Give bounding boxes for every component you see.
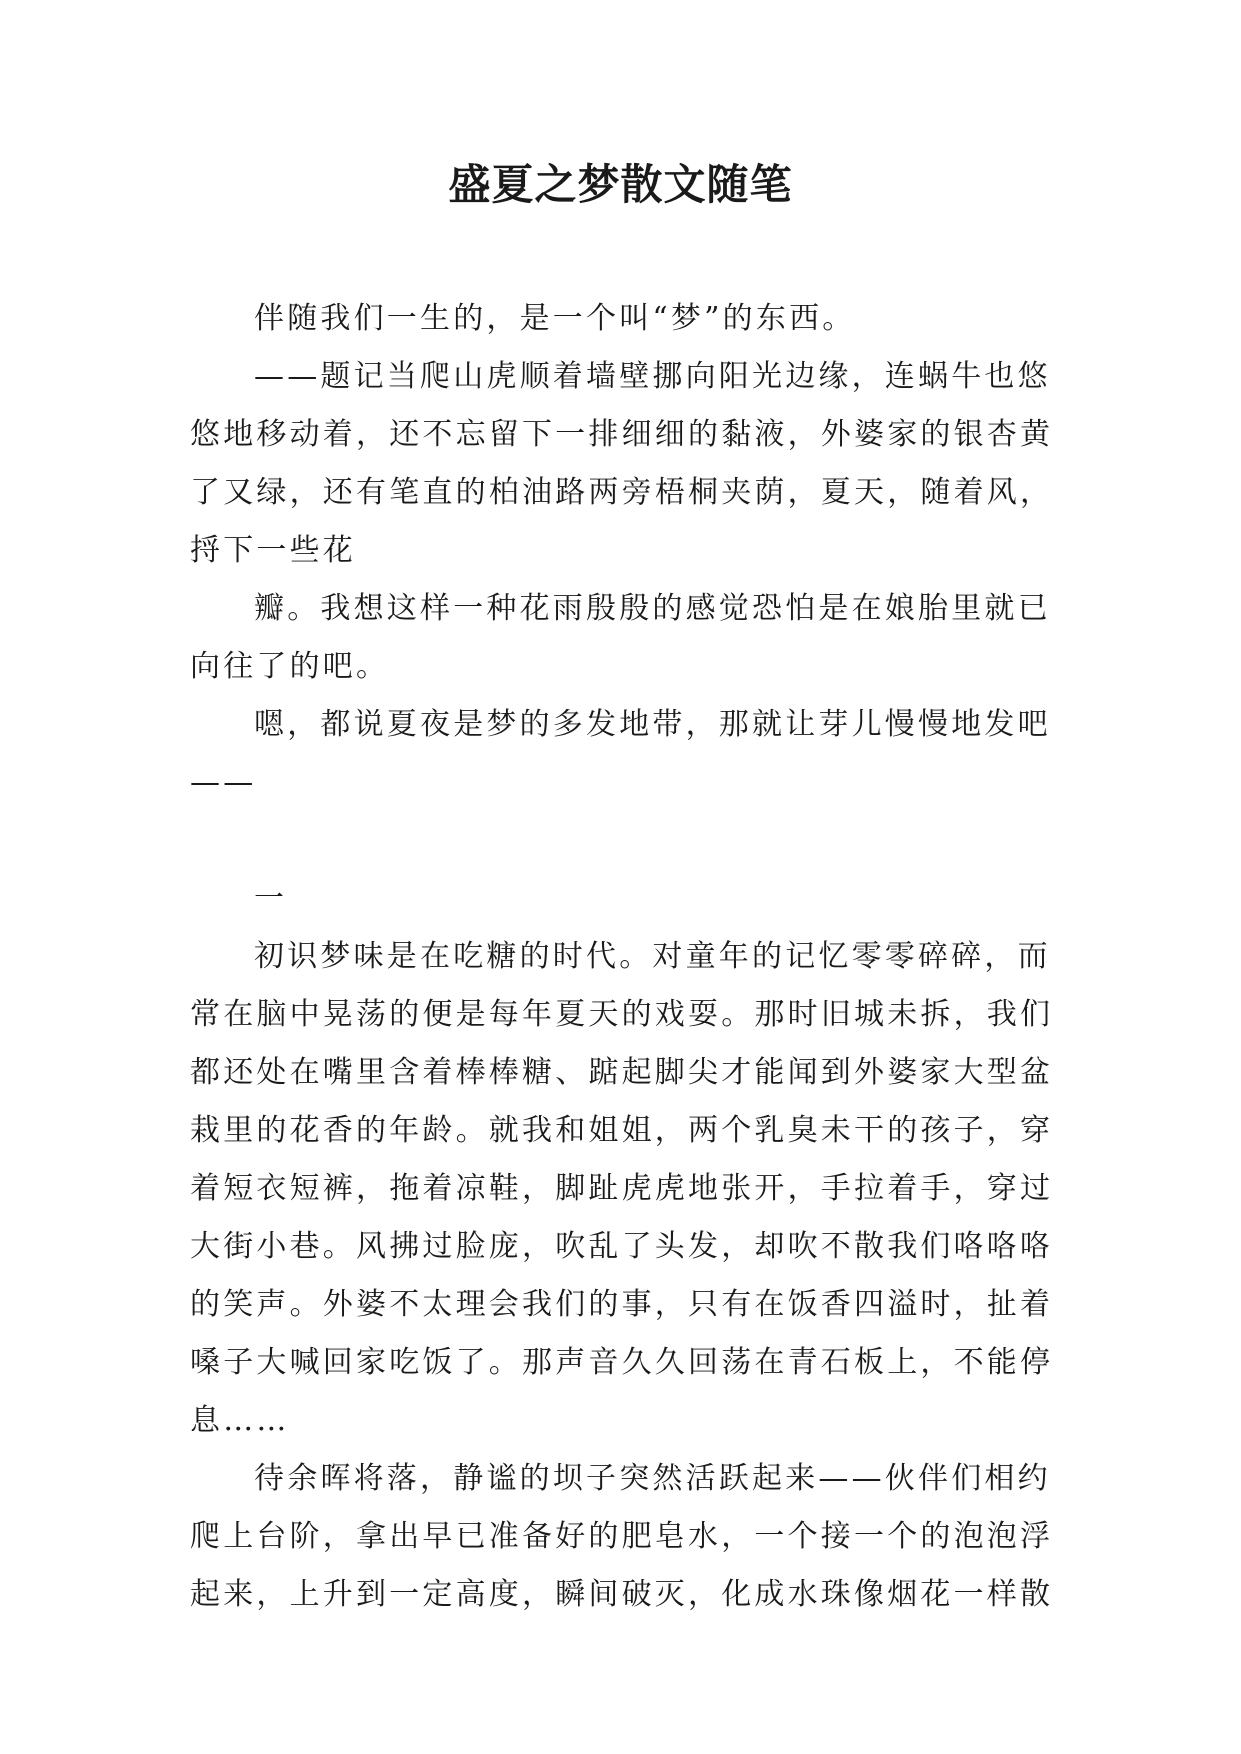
text-line: 向往了的吧。 xyxy=(190,649,390,684)
document-body xyxy=(190,290,1054,1624)
text-line: 待余晖将落，静谧的坝子突然活跃起来——伙伴们相约 xyxy=(254,1461,1051,1496)
text-line: 伴随我们一生的，是一个叫“梦”的东西。 xyxy=(254,301,856,336)
text-line: ——题记当爬山虎顺着墙壁挪向阳光边缘，连蜗牛也悠 xyxy=(254,359,1051,394)
text-line: 嗓子大喊回家吃饭了。那声音久久回荡在青石板上，不能停 xyxy=(190,1345,1054,1380)
text-line: 初识梦味是在吃糖的时代。对童年的记忆零零碎碎，而 xyxy=(254,939,1051,974)
text-line: 栽里的花香的年龄。就我和姐姐，两个乳臭未干的孩子，穿 xyxy=(190,1113,1054,1148)
text-line: 爬上台阶，拿出早已准备好的肥皂水，一个接一个的泡泡浮 xyxy=(190,1519,1054,1554)
text-line: 息…… xyxy=(190,1403,290,1438)
text-line: 一 xyxy=(254,881,288,916)
text-line: 着短衣短裤，拖着凉鞋，脚趾虎虎地张开，手拉着手，穿过 xyxy=(190,1171,1054,1206)
text-line: 都还处在嘴里含着棒棒糖、踮起脚尖才能闻到外婆家大型盆 xyxy=(190,1055,1054,1090)
text-line: 起来，上升到一定高度，瞬间破灭，化成水珠像烟花一样散 xyxy=(190,1577,1054,1612)
text-line: 了又绿，还有笔直的柏油路两旁梧桐夹荫，夏天，随着风， xyxy=(190,475,1054,510)
text-line: 大街小巷。风拂过脸庞，吹乱了头发，却吹不散我们咯咯咯 xyxy=(190,1229,1054,1264)
text-line: 瓣。我想这样一种花雨殷殷的感觉恐怕是在娘胎里就已 xyxy=(254,591,1051,626)
paragraph-gap xyxy=(190,812,1050,870)
text-line: 捋下一些花 xyxy=(190,533,356,568)
text-line: 常在脑中晃荡的便是每年夏天的戏耍。那时旧城未拆，我们 xyxy=(190,997,1054,1032)
document-title: 盛夏之梦散文随笔 xyxy=(448,160,793,209)
text-line: 嗯，都说夏夜是梦的多发地带，那就让芽儿慢慢地发吧 xyxy=(254,707,1051,742)
text-line: 的笑声。外婆不太理会我们的事，只有在饭香四溢时，扯着 xyxy=(190,1287,1054,1322)
text-line: —— xyxy=(190,765,257,800)
text-line: 悠地移动着，还不忘留下一排细细的黏液，外婆家的银杏黄 xyxy=(190,417,1054,452)
